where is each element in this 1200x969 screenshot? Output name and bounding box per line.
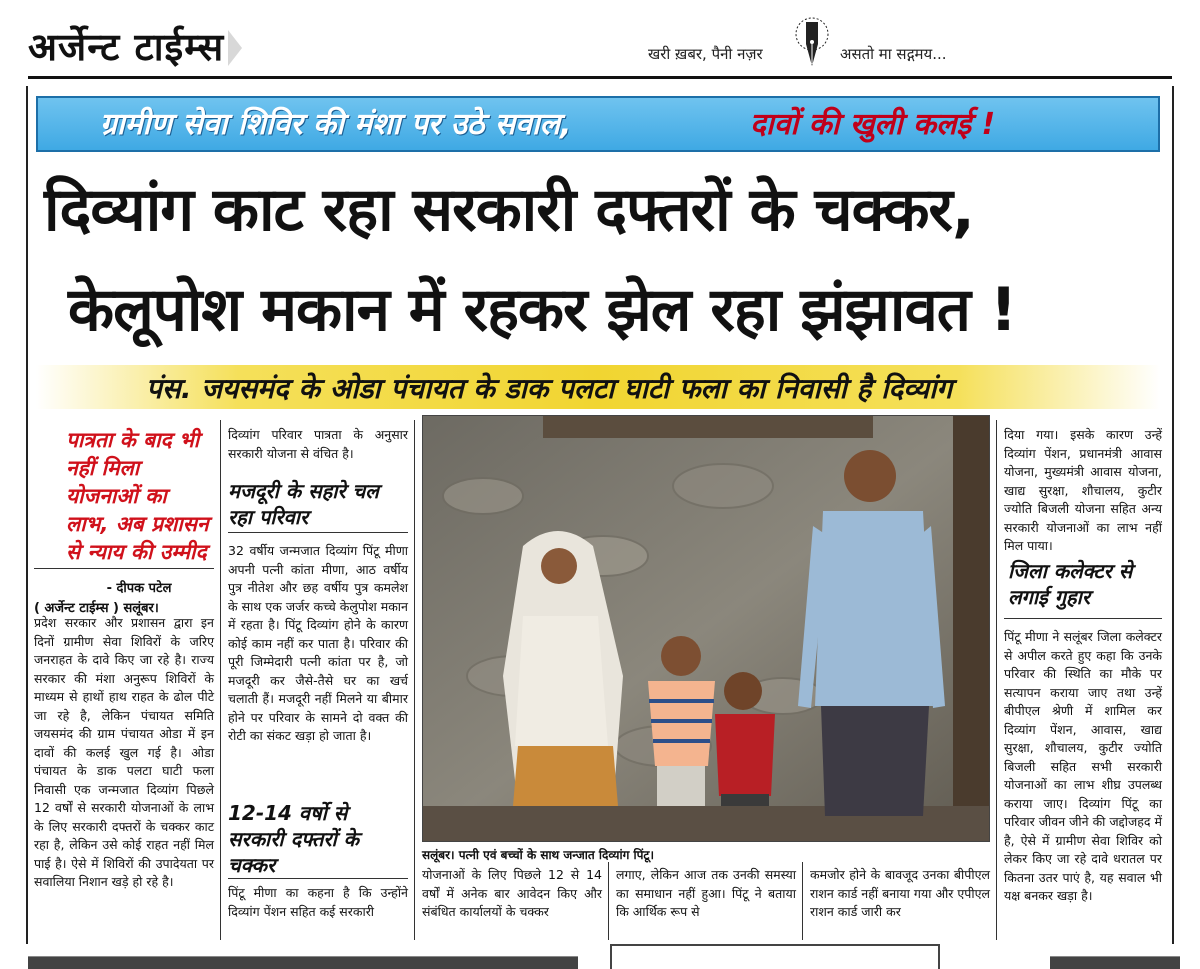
column-2-text: 32 वर्षीय जन्मजात दिव्यांग पिंटू मीणा अपनी पत्नी कांता मीणा, आठ वर्षीय पुत्र नीतेश और छह वर्षीय पुत्र कमलेश के साथ एक जर्जर कच्चे केलुपोश मकान में रहता है। पिंटू दिव्यांग होने के कारण कोई काम नहीं कर पाता है। परिवार की पूरी जिम्मेदारी पत्नी कांता पर है, जो मजदूरी कर जैसे-तैसे घर का खर्च चलाती हैं। मजदूरी नहीं मिलने या बीमार होने पर परिवार के सामने दो वक्त की रोटी का संकट खड़ा हो जाता है। [228, 543, 408, 743]
masthead-rule [28, 76, 1172, 79]
column-2-body [228, 542, 408, 746]
column-4-text: दिया गया। इसके कारण उन्हें दिव्यांग पेंशन, प्रधानमंत्री आवास योजना, मुख्यमंत्री आवास योजना, खाद्य सुरक्षा, शौचालय, कुटीर ज्योति बिजली योजना सहित अन्य सरकारी योजनाओं का लाभ नहीं मिल पाया। [1004, 427, 1162, 553]
headline-line-2: केलूपोश मकान में रहकर झेल रहा झंझावत ! [68, 275, 1017, 345]
column-2-intro-text: दिव्यांग परिवार पात्रता के अनुसार सरकारी योजना से वंचित है। [228, 427, 408, 461]
dateline: ( अर्जेन्ट टाईम्स ) सलूंबर। [34, 601, 159, 616]
newspaper-logo: अर्जेन्ट टाईम्स [28, 25, 225, 69]
column-rule [996, 420, 997, 940]
section-subhead-offices: 12-14 वर्षो से सरकारी दफ्तरों के चक्कर [228, 801, 360, 877]
section-subhead-wages: मजदूरी के सहारे चल रहा परिवार [228, 479, 379, 529]
next-headline-fragment [28, 948, 578, 969]
section-subhead-collector: जिला कलेक्टर से लगाई गुहार [1008, 559, 1133, 609]
column-rule [414, 420, 415, 940]
under-photo-text-3: कमजोर होने के बावजूद उनका बीपीएल राशन कार्ड नहीं बनाया गया और एपीएल राशन कार्ड जारी कर [810, 867, 990, 919]
under-photo-col-2 [616, 866, 796, 922]
column-rule [220, 420, 221, 940]
column-rule [802, 862, 803, 940]
divider [1004, 618, 1162, 619]
subheadline-band [36, 365, 1160, 409]
under-photo-text-2: लगाए, लेकिन आज तक उनकी समस्या का समाधान नहीं हुआ। पिंटू ने बताया कि आर्थिक रूप से [616, 867, 796, 919]
divider [34, 568, 214, 569]
column-2-continued-text: पिंटू मीणा का कहना है कि उन्होंने दिव्यांग पेंशन सहित कई सरकारी [228, 885, 408, 919]
kicker-banner [36, 96, 1160, 152]
pullquote: पात्रता के बाद भी नहीं मिला योजनाओं का लाभ, अब प्रशासन से न्याय की उम्मीद [66, 428, 209, 564]
column-4-continued-text: पिंटू मीणा ने सलूंबर जिला कलेक्टर से अपील करते हुए कहा कि उनके परिवार की स्थिति का मौके पर सत्यापन कराया जाए तथा उन्हें बीपीएल श्रेणी में शामिल कर दिव्यांग पेंशन, आवास, खाद्य सुरक्षा, शौचालय, कुटीर ज्योति बिजली सहित सभी सरकारी योजनाओं का लाभ शीघ्र उपलब्ध कराया जाए। दिव्यांग पिंटू का परिवार जीवन जीने की जद्दोजहद में है, ऐसे में ग्रामीण सेवा शिविर को लेकर किए जा रहे दावे धरातल पर कितना उतर पाएं है, यह सवाल भी यक्ष बनकर खड़ा है। [1004, 629, 1162, 903]
column-2-intro [228, 426, 408, 463]
byline: - दीपक पटेल [106, 581, 172, 596]
headline-line-1: दिव्यांग काट रहा सरकारी दफ्तरों के चक्कर, [44, 175, 974, 245]
logo-arrow-icon [228, 30, 242, 66]
next-article-strip [0, 944, 1200, 969]
column-1-body [34, 614, 214, 892]
subheadline: पंस. जयसमंद के ओडा पंचायत के डाक पलटा घाटी फला का निवासी है दिव्यांग [146, 372, 953, 405]
family-photo-illustration [423, 416, 989, 841]
divider [228, 878, 408, 879]
under-photo-col-3 [810, 866, 990, 922]
column-2-continued [228, 884, 408, 921]
pen-nib-icon [792, 14, 832, 74]
column-4-body [1004, 426, 1162, 556]
column-1-text: प्रदेश सरकार और प्रशासन द्वारा इन दिनों ग्रामीण सेवा शिविरों के जरिए जनराहत के दावे किए जा रहे है। राज्य सरकार की मंशा अनुरूप शिविरों के माध्यम से हाथों हाथ राहत के ढोल पीटे जा रहे है, लेकिन पंचायत समिति जयसमंद की ग्राम पंचायत ओडा में इन दावों की कलई खुल गई है। ओडा पंचायत के डाक पलटा घाटी फला निवासी एक जन्मजात दिव्यांग पिछले 12 वर्षों से सरकारी योजनाओं के लाभ के लिए सरकारी दफ्तरों के चक्कर काट रहा है, लेकिन उसे कोई राहत नहीं मिल पाई है। ऐसे में शिविरों की उपादेयता पर सवालिया निशान खड़े हो रहे है। [34, 615, 214, 889]
next-headline-fragment [1050, 948, 1180, 969]
family-photo [422, 415, 990, 842]
photo-caption: सलूंबर। पत्नी एवं बच्चों के साथ जन्जात दिव्यांग पिंटू। [422, 848, 655, 862]
next-box-fragment [610, 944, 940, 969]
masthead-motto: असतो मा सद्गमय... [840, 45, 947, 63]
divider [228, 532, 408, 533]
kicker-highlight: दावों की खुली कलई ! [750, 107, 996, 142]
kicker-text: ग्रामीण सेवा शिविर की मंशा पर उठे सवाल, [100, 107, 572, 142]
masthead-tagline: खरी ख़बर, पैनी नज़र [648, 45, 763, 63]
column-4-continued [1004, 628, 1162, 906]
masthead [0, 0, 1200, 86]
under-photo-text-1: योजनाओं के लिए पिछले 12 से 14 वर्षों में अनेक बार आवेदन किए और संबंधित कार्यालयों के चक्कर [422, 867, 602, 919]
column-rule [608, 862, 609, 940]
under-photo-col-1 [422, 866, 602, 922]
